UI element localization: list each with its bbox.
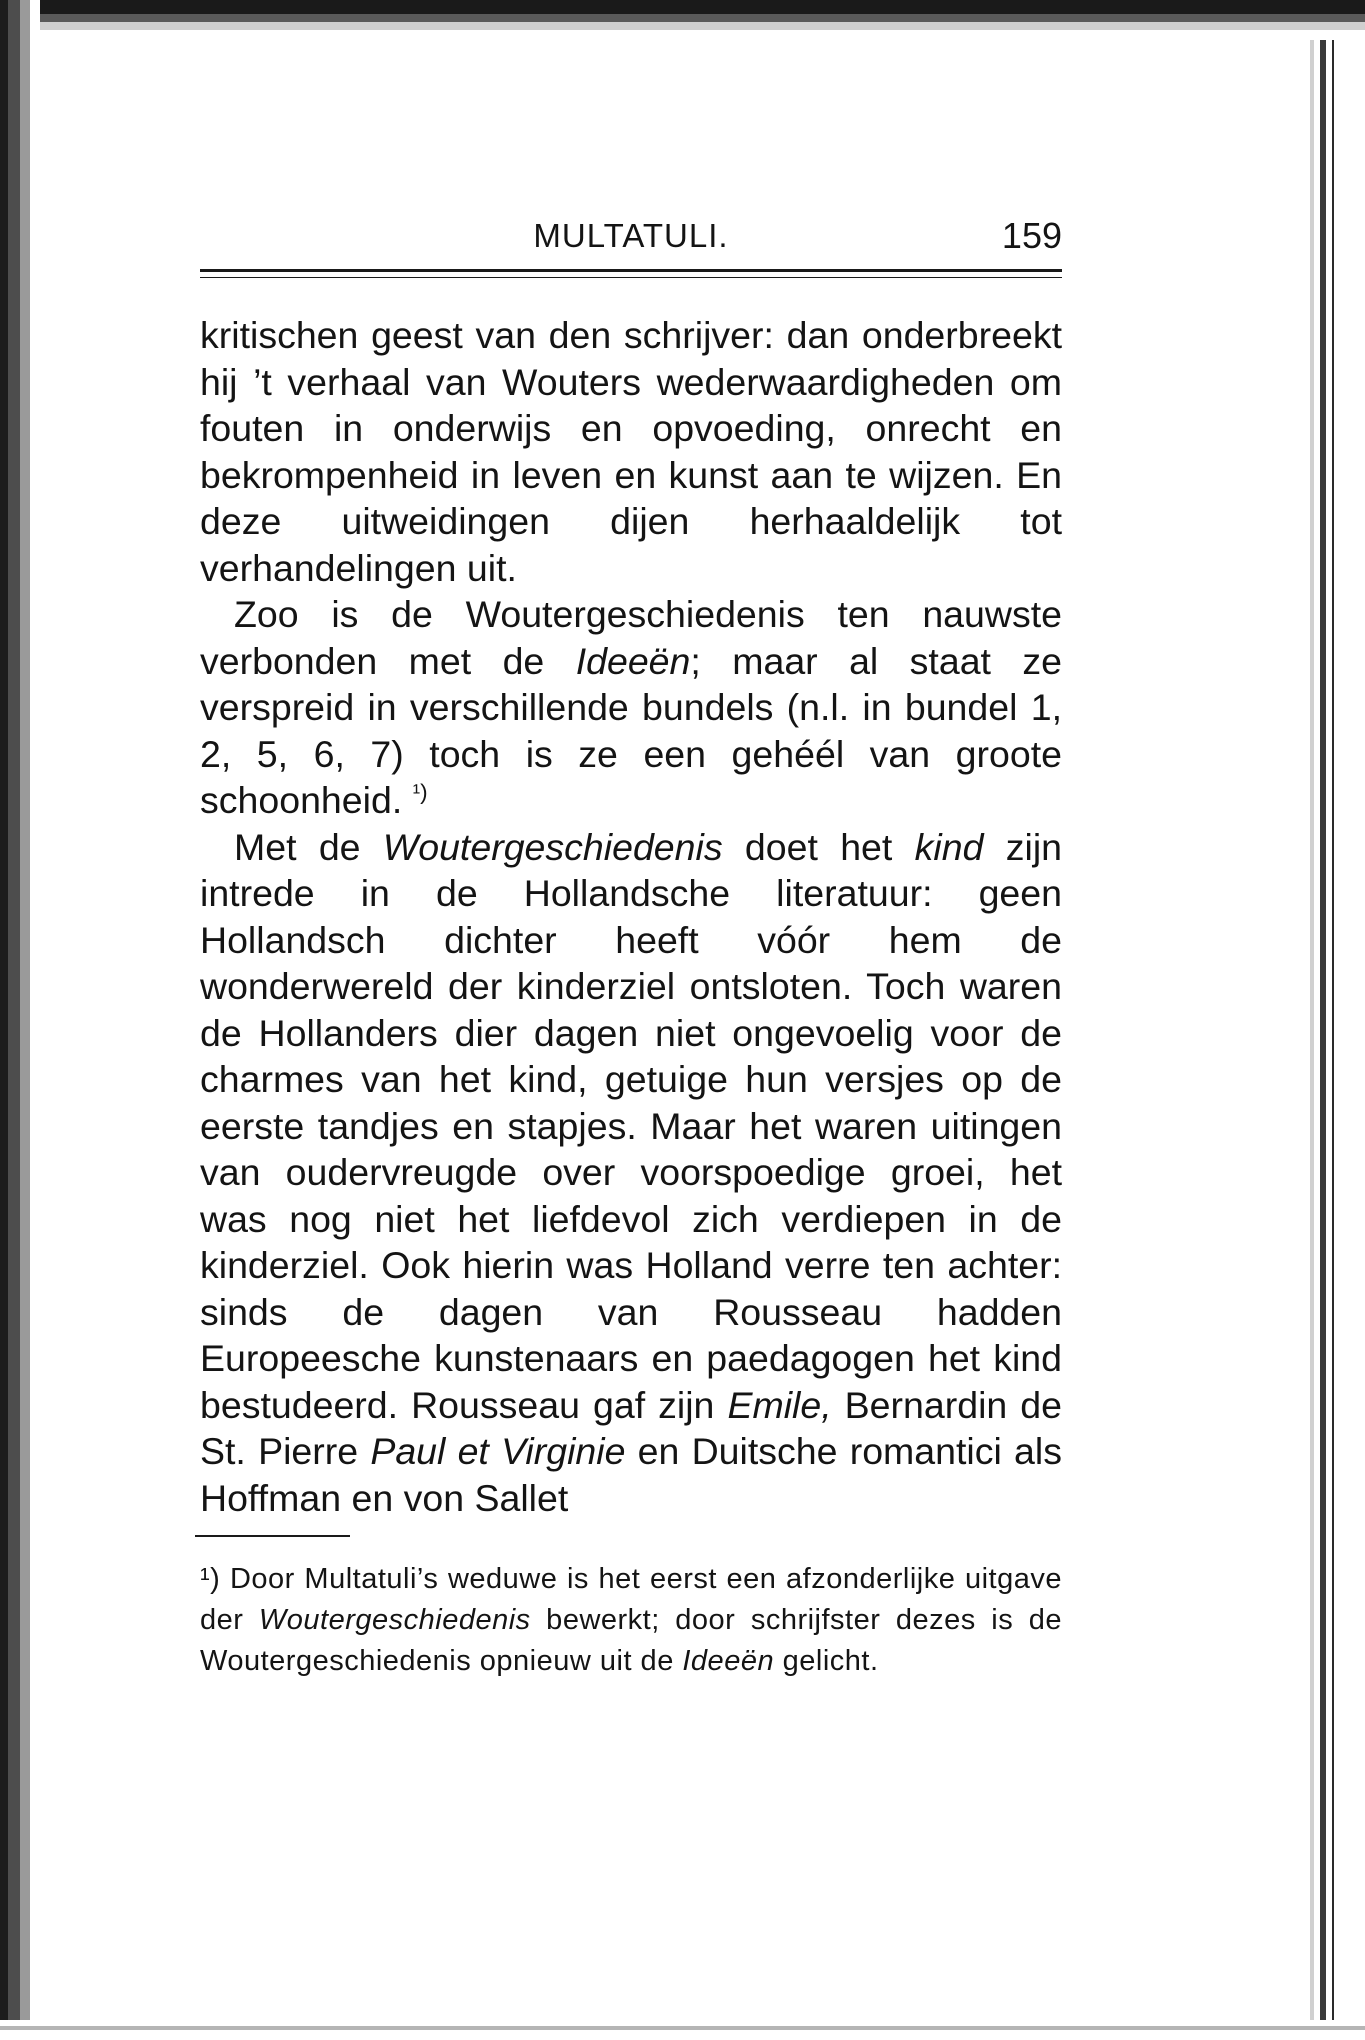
paragraph-1-text: kritischen geest van den schrijver: dan onderbreekt hij ’t verhaal van Wouters wederwaardigheden om fouten in onderwijs en opvoeding, onrecht en bekrompenheid in leven en kunst aan te wijzen. En deze uitweidingen dijen herhaaldelijk tot verhandelingen uit.	[200, 314, 1062, 589]
header-rule-thick	[200, 269, 1062, 272]
paragraph-2	[200, 591, 1062, 824]
scan-edge-left	[0, 0, 40, 2040]
paragraph-2-text-a: Zoo is de Woutergeschiedenis ten nauwste verbonden met de	[200, 593, 1062, 682]
footnote-text-a: Door Multatuli’s weduwe is het eerst een afzonderlijke uitgave der	[200, 1563, 1062, 1636]
footnote-text-c: gelicht.	[774, 1645, 879, 1677]
running-title: MULTATULI.	[533, 217, 729, 254]
emphasis-kind: kind	[914, 825, 984, 868]
title-emile: Emile,	[727, 1383, 832, 1426]
paragraph-3	[200, 824, 1062, 1522]
scan-edge-bottom	[0, 2020, 1365, 2040]
title-woutergeschiedenis: Woutergeschiedenis	[382, 825, 723, 868]
title-ideen: Ideeën	[575, 639, 691, 682]
header-rule-thin	[200, 277, 1062, 278]
paragraph-1	[200, 312, 1062, 591]
paragraph-2-text-b: ; maar al staat ze verspreid in verschillende bundels (n.l. in bundel 1, 2, 5, 6, 7) toch is ze een gehéél van groote schoonheid.	[200, 639, 1062, 821]
footnote-title-ideen: Ideeën	[682, 1645, 775, 1677]
page-number: 159	[1001, 215, 1062, 256]
paragraph-3-text-e: en Duitsche romantici als Hoffman en von Sallet	[200, 1430, 1062, 1519]
running-head	[200, 205, 1062, 261]
book-page	[200, 205, 1062, 1682]
footnote-text-b: bewerkt; door schrijfster dezes is de Woutergeschiedenis opnieuw uit de	[200, 1604, 1062, 1677]
scan-edge-right	[1300, 40, 1365, 2040]
paragraph-3-text-c: zijn intrede in de Hollandsche literatuur: geen Hollandsch dichter heeft vóór hem de wonderwereld der kinderziel ontsloten. Toch waren de Hollanders dier dagen niet ongevoelig voor de charmes van het kind, getuige hun versjes op de eerste tandjes en stapjes. Maar het waren uitingen van oudervreugde over voorspoedige groei, het was nog niet het liefdevol zich verdiepen in de kinderziel. Ook hierin was Holland verre ten achter: sinds de dagen van Rousseau hadden Europeesche kunstenaars en paedagogen het kind bestudeerd. Rousseau gaf zijn	[200, 825, 1063, 1426]
scan-edge-top	[0, 0, 1365, 40]
paragraph-3-text-a: Met de	[234, 825, 383, 868]
footnote	[200, 1559, 1062, 1682]
title-paul-et-virginie: Paul et Virginie	[370, 1430, 626, 1472]
paragraph-3-text-b: doet het	[722, 825, 915, 868]
paragraph-3-text-d: Bernardin de St. Pierre	[200, 1383, 1062, 1472]
footnote-title-woutergeschiedenis: Woutergeschiedenis	[258, 1604, 531, 1636]
footnote-reference: ¹)	[412, 779, 428, 805]
body-text	[200, 312, 1062, 1521]
footnote-rule	[195, 1535, 350, 1537]
footnote-marker: ¹)	[200, 1563, 221, 1595]
